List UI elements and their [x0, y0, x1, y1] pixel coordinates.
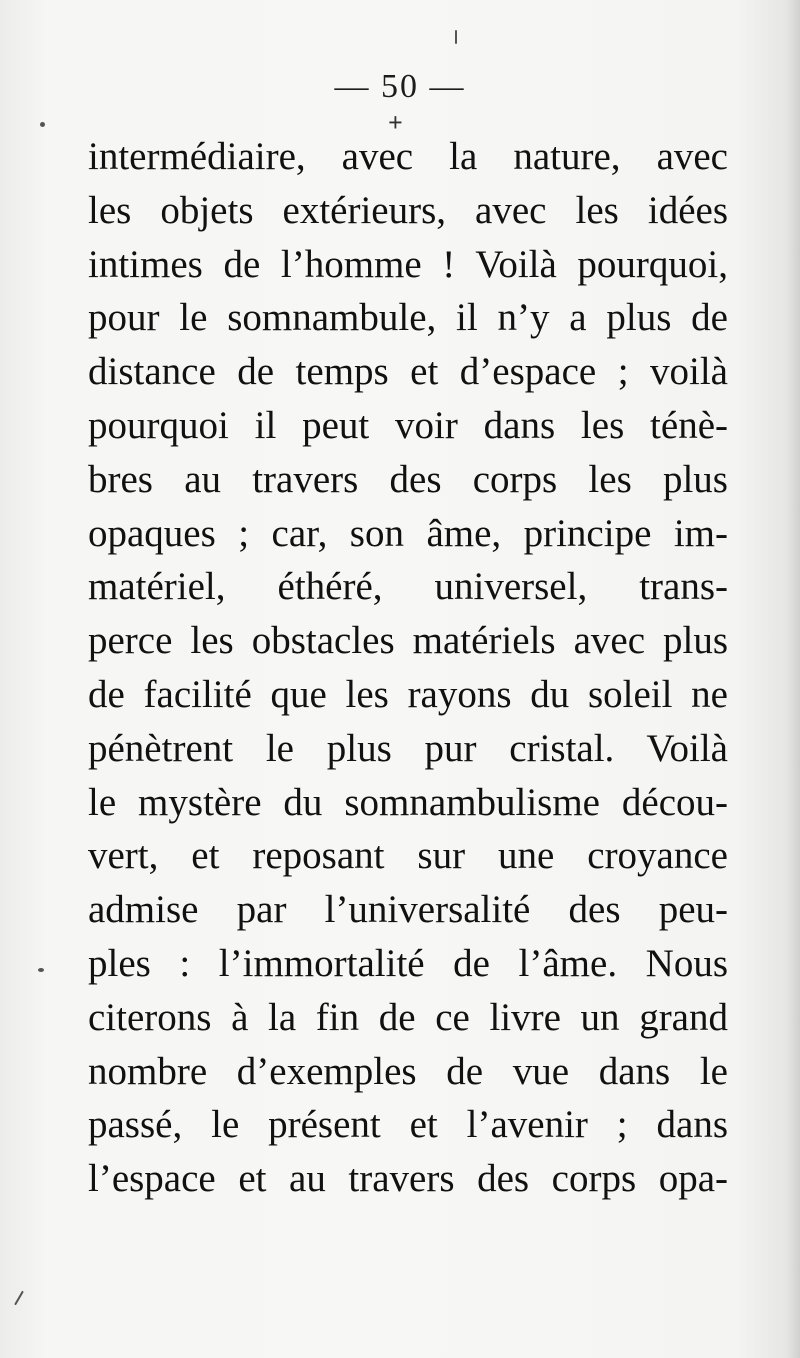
- page-edge-shadow: [786, 0, 800, 1358]
- text-line: ples : l’immortalité de l’âme. Nous: [88, 941, 728, 985]
- text-line: intermédiaire, avec la nature, avec: [88, 135, 728, 178]
- text-line: de facilité que les rayons du soleil ne: [88, 672, 728, 716]
- text-line: admise par l’universalité des peu-: [88, 888, 728, 932]
- text-line: opaques ; car, son âme, principe im-: [88, 511, 728, 555]
- ink-speck: [38, 968, 44, 972]
- text-line: le mystère du somnambulisme décou-: [88, 780, 728, 824]
- text-line: perce les obstacles matériels avec plus: [88, 619, 728, 663]
- text-line: pourquoi il peut voir dans les ténè-: [88, 403, 728, 447]
- text-line: pénètrent le plus pur cristal. Voilà: [88, 726, 728, 770]
- ink-speck: [455, 30, 457, 44]
- text-line: vert, et reposant sur une croyance: [88, 834, 728, 878]
- text-line: bres au travers des corps les plus: [88, 457, 728, 501]
- text-line: pour le somnambule, il n’y a plus de: [88, 296, 728, 340]
- ink-speck: [40, 122, 45, 127]
- text-line: intimes de l’homme ! Voilà pourquoi,: [88, 242, 728, 286]
- page-number: — 50 —: [334, 68, 466, 105]
- text-line: les objets extérieurs, avec les idées: [88, 188, 728, 232]
- ink-speck: [14, 1291, 24, 1306]
- text-line: citerons à la fin de ce livre un grand: [88, 995, 728, 1039]
- text-line: l’espace et au travers des corps opa-: [88, 1157, 728, 1201]
- text-line: nombre d’exemples de vue dans le: [88, 1049, 728, 1093]
- text-line: distance de temps et d’espace ; voilà: [88, 350, 728, 394]
- body-text: [88, 130, 728, 1206]
- ink-plus-mark: +: [388, 108, 403, 137]
- text-line: passé, le présent et l’avenir ; dans: [88, 1103, 728, 1147]
- text-line: matériel, éthéré, universel, trans-: [88, 565, 728, 609]
